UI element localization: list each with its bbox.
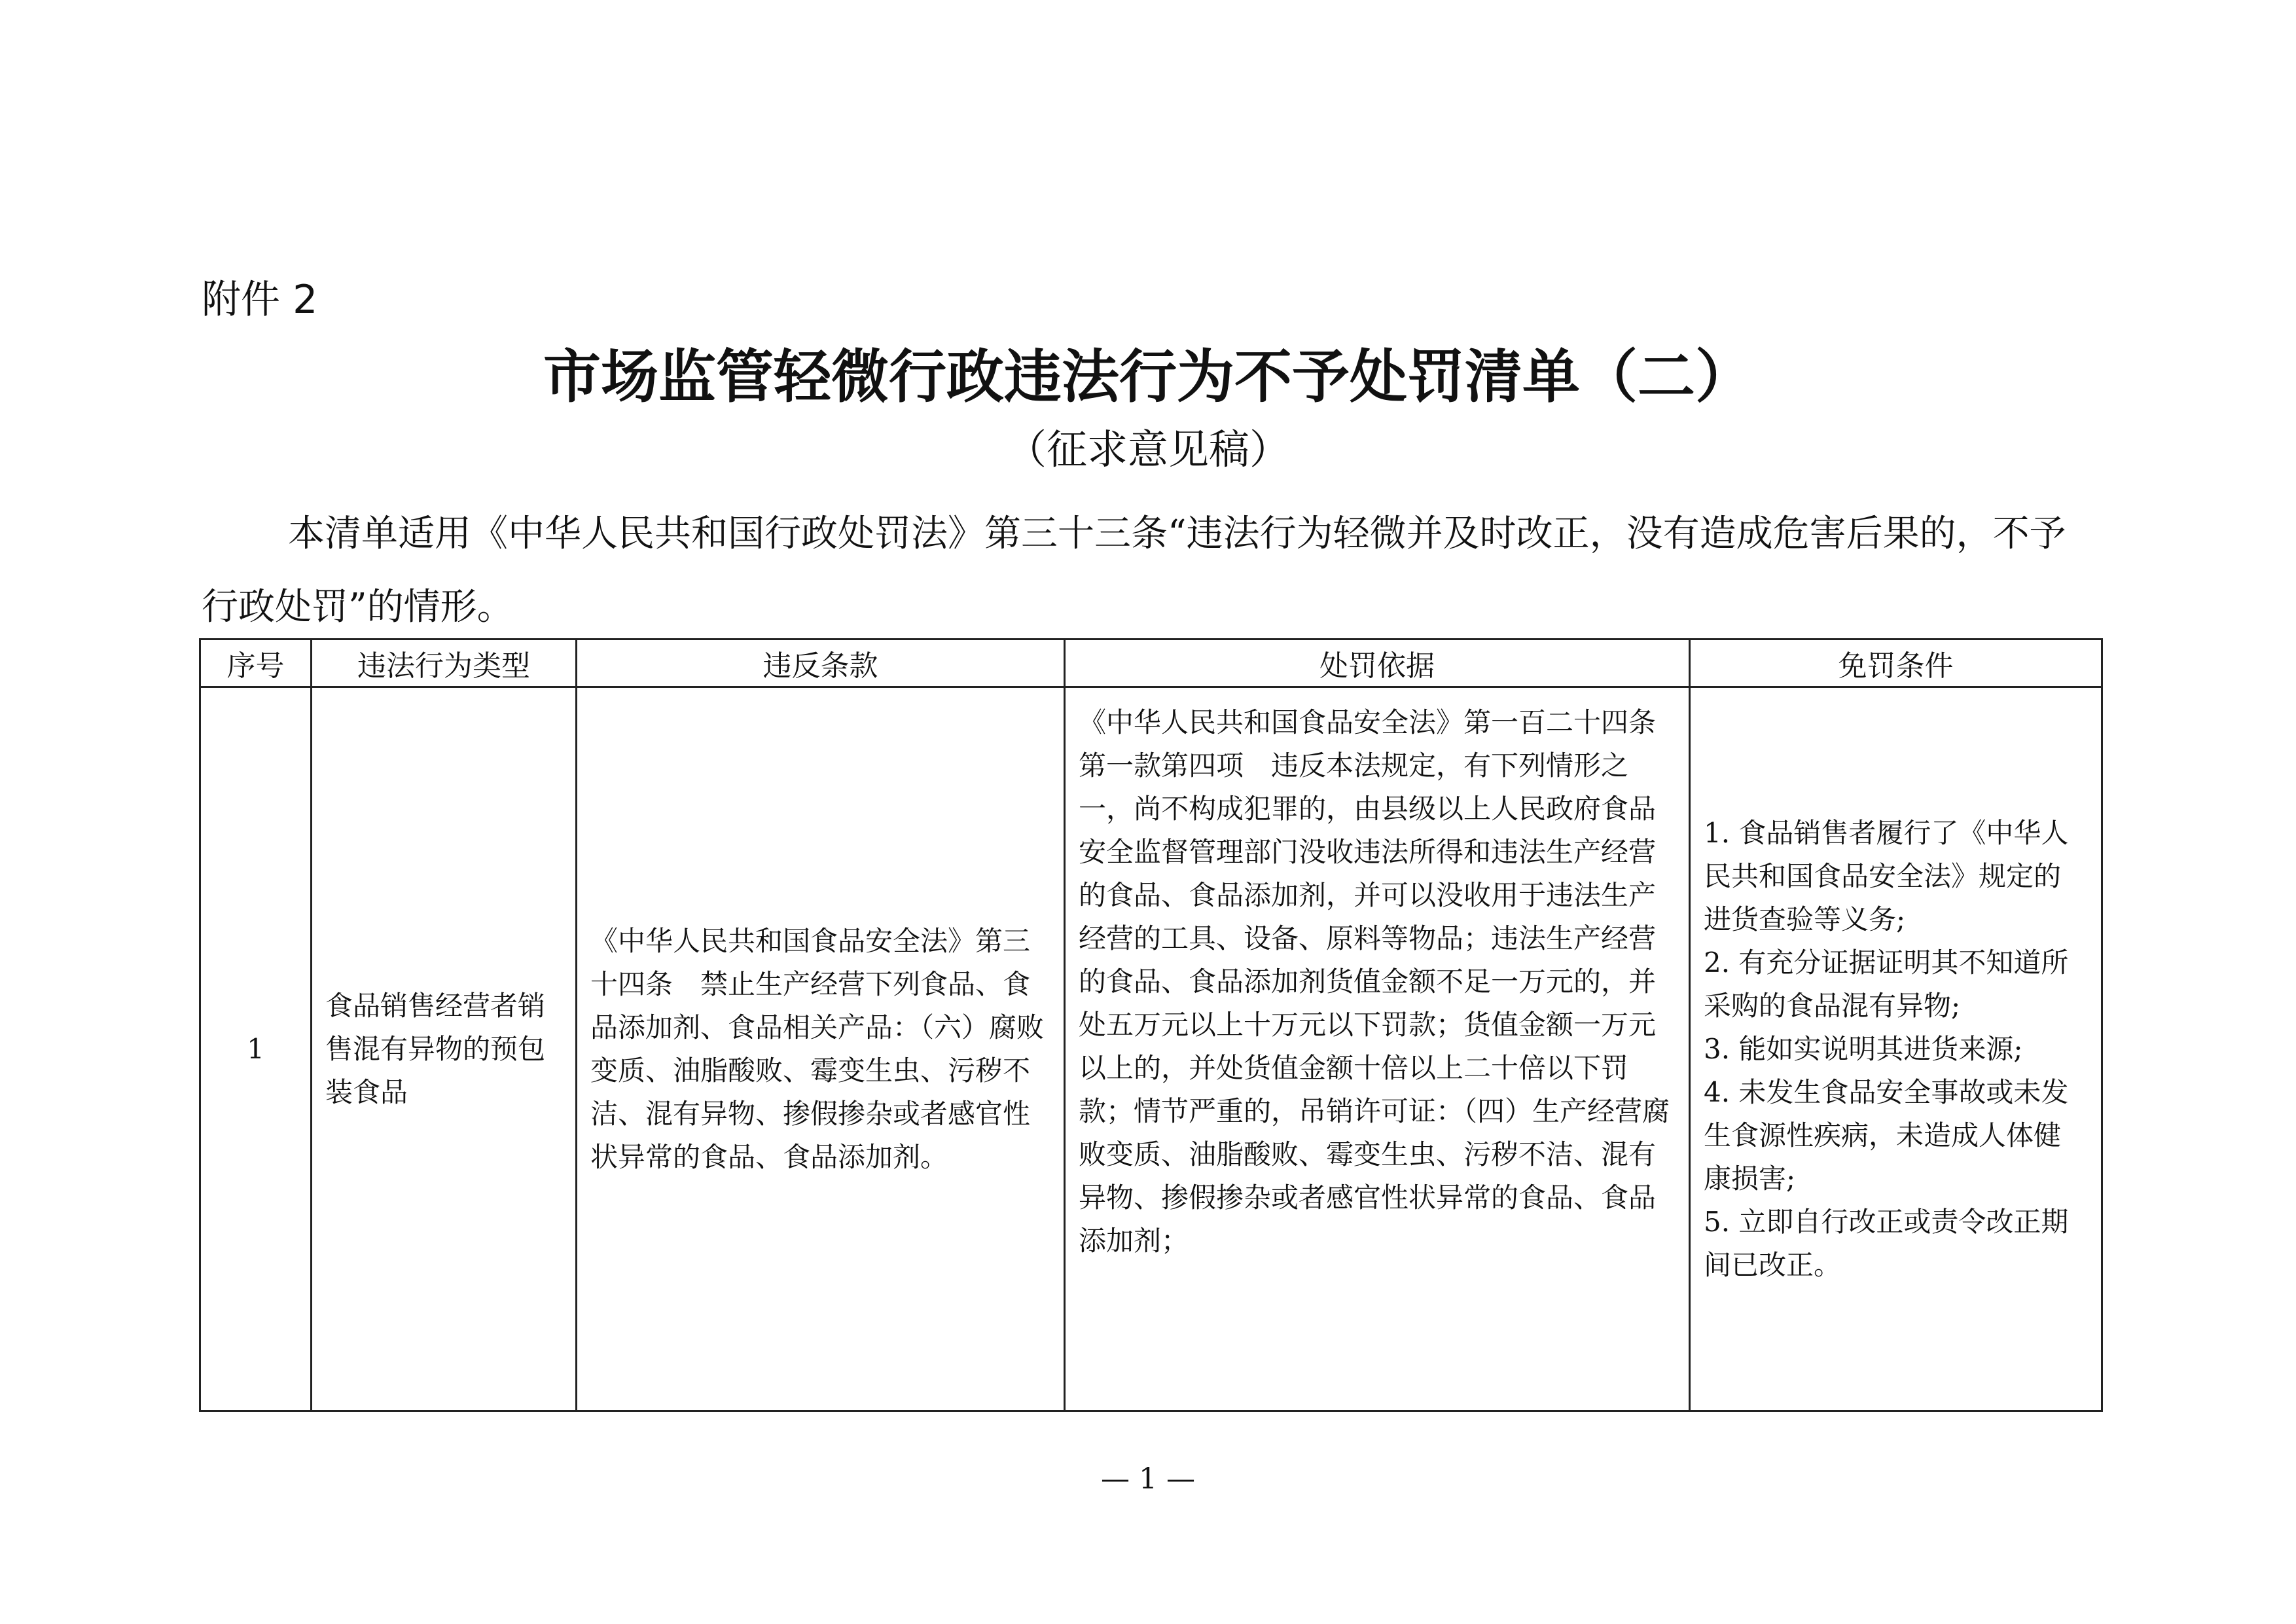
column-header-seq: 序号 <box>200 640 312 687</box>
table-header-row <box>200 640 2102 687</box>
document-title: 市场监管轻微行政违法行为不予处罚清单（二） <box>543 342 1753 410</box>
column-header-exemption-conditions: 免罚条件 <box>1690 640 2102 687</box>
intro-paragraph: 本清单适用《中华人民共和国行政处罚法》第三十三条“违法行为轻微并及时改正，没有造成危害后果的，不予行政处罚”的情形。 <box>202 513 2066 628</box>
cell-violated-clause: 《中华人民共和国食品安全法》第三十四条 禁止生产经营下列食品、食品添加剂、食品相关产品：（六）腐败变质、油脂酸败、霉变生虫、污秽不洁、混有异物、掺假掺杂或者感官性状异常的食品、食品添加剂。 <box>577 687 1065 1411</box>
cell-seq: 1 <box>200 687 312 1411</box>
penalty-exemption-table <box>199 638 2103 1412</box>
table-row <box>200 687 2102 1411</box>
column-header-violated-clause: 违反条款 <box>577 640 1065 687</box>
cell-exemption-conditions <box>1690 687 2102 1411</box>
column-header-penalty-basis: 处罚依据 <box>1065 640 1690 687</box>
exemption-condition-item: 3. 能如实说明其进货来源; <box>1704 1032 2023 1065</box>
attachment-label: 附件 2 <box>202 277 318 323</box>
column-header-violation-type: 违法行为类型 <box>312 640 577 687</box>
cell-penalty-basis: 《中华人民共和国食品安全法》第一百二十四条第一款第四项 违反本法规定，有下列情形之一，尚不构成犯罪的，由县级以上人民政府食品安全监督管理部门没收违法所得和违法生产经营的食品、食品添加剂，并可以没收用于违法生产经营的工具、设备、原料等物品；违法生产经营的食品、食品添加剂货值金额不足一万元的，并处五万元以上十万元以下罚款；货值金额一万元以上的，并处货值金额十倍以上二十倍以下罚款；情节严重的，吊销许可证：（四）生产经营腐败变质、油脂酸败、霉变生虫、污秽不洁、混有异物、掺假掺杂或者感官性状异常的食品、食品添加剂； <box>1065 687 1690 1411</box>
page-number: — 1 — <box>1101 1462 1195 1496</box>
exemption-condition-item: 2. 有充分证据证明其不知道所采购的食品混有异物; <box>1704 946 2069 1022</box>
exemption-condition-item: 4. 未发生食品安全事故或未发生食源性疾病，未造成人体健康损害; <box>1704 1075 2069 1195</box>
cell-violation-type: 食品销售经营者销售混有异物的预包装食品 <box>312 687 577 1411</box>
document-subtitle: （征求意见稿） <box>1005 425 1290 473</box>
exemption-condition-item: 5. 立即自行改正或责令改正期间已改正。 <box>1704 1205 2069 1281</box>
exemption-condition-item: 1. 食品销售者履行了《中华人民共和国食品安全法》规定的进货查验等义务; <box>1704 816 2069 935</box>
